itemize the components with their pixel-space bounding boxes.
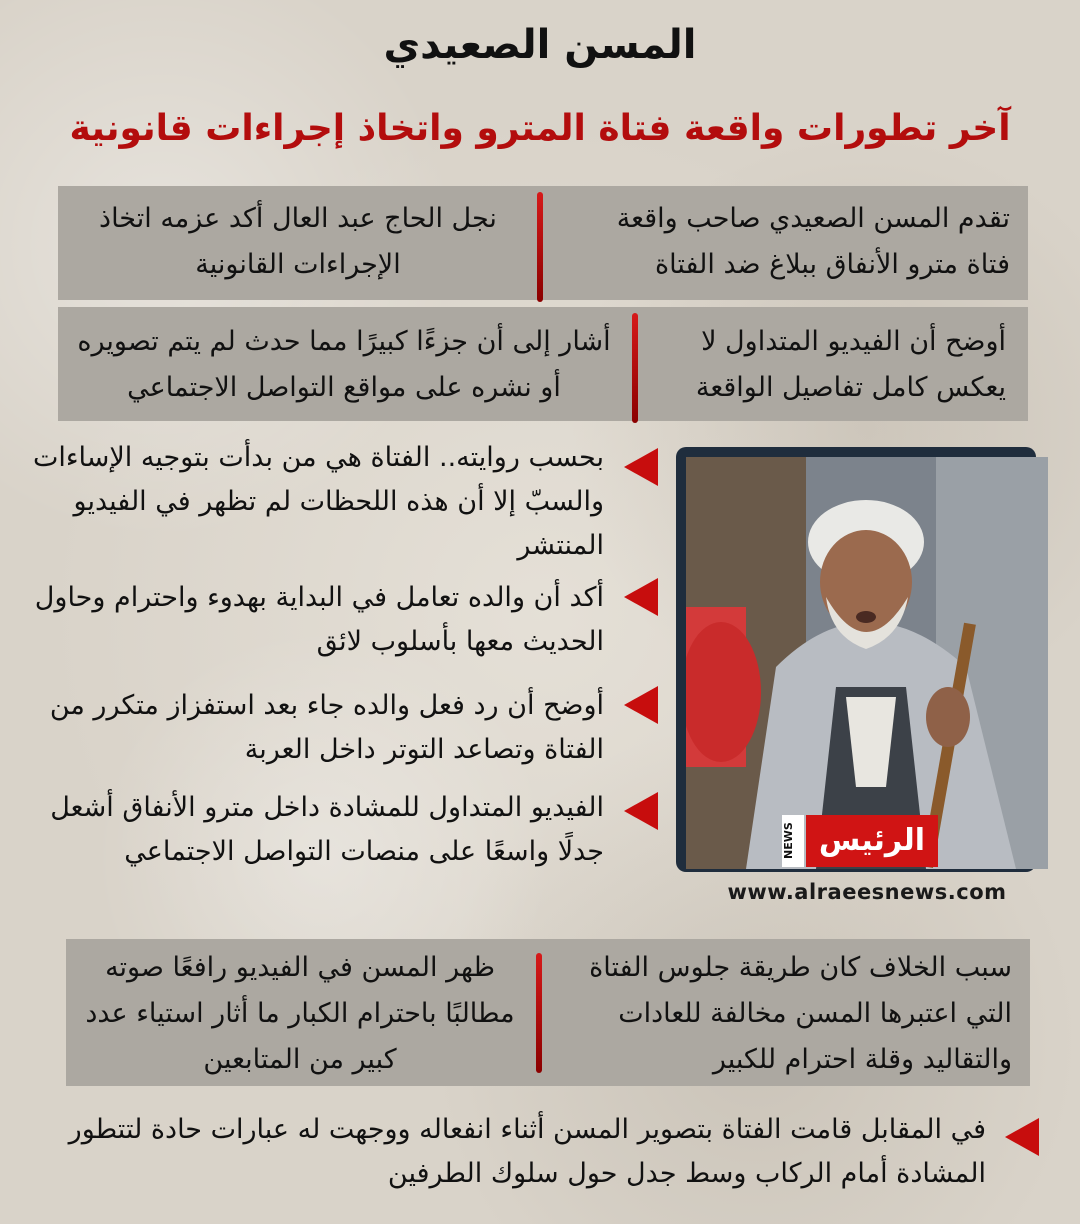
bullet-3-text: أوضح أن رد فعل والده جاء بعد استفزاز متكرر من الفتاة وتصاعد التوتر داخل العربة — [49, 690, 604, 765]
news-logo-text: الرئيس — [806, 815, 938, 867]
bullet-4-text: الفيديو المتداول للمشادة داخل مترو الأنفاق أشعل جدلًا واسعًا على منصات التواصل الاجتماعي — [50, 792, 604, 867]
bullet-3-arrow-icon — [624, 686, 658, 724]
news-logo-side: NEWS — [782, 815, 804, 867]
bullet-1-arrow-icon — [624, 448, 658, 486]
elderly-man-illustration — [686, 457, 1048, 869]
bullet-5-text: في المقابل قامت الفتاة بتصوير المسن أثناء انفعاله ووجهت له عبارات حادة لتتطور المشادة أمام الركاب وسط جدل حول سلوك الطرفين — [68, 1114, 986, 1189]
panel-3-left-text: ظهر المسن في الفيديو رافعًا صوته مطالبًا باحترام الكبار ما أثار استياء عدد كبير من المتابعين — [85, 952, 515, 1075]
panel-1-left-text: نجل الحاج عبد العال أكد عزمه اتخاذ الإجراءات القانونية — [99, 203, 497, 280]
panel-1-right-text: تقدم المسن الصعيدي صاحب واقعة فتاة مترو الأنفاق ببلاغ ضد الفتاة — [616, 203, 1010, 280]
panel-1-divider — [537, 192, 543, 302]
panel-2-left-text: أشار إلى أن جزءًا كبيرًا مما حدث لم يتم تصويره أو نشره على مواقع التواصل الاجتماعي — [77, 326, 611, 403]
elderly-man-photo — [686, 457, 1048, 869]
panel-2-divider — [632, 313, 638, 423]
bullet-1-text: بحسب روايته.. الفتاة هي من بدأت بتوجيه الإساءات والسبّ إلا أن هذه اللحظات لم تظهر في الفيديو المنتشر — [32, 442, 604, 561]
bullet-4-arrow-icon — [624, 792, 658, 830]
info-panel-3 — [66, 939, 1030, 1086]
page-subtitle: آخر تطورات واقعة فتاة المترو واتخاذ إجراءات قانونية — [69, 108, 1011, 149]
bullet-2-arrow-icon — [624, 578, 658, 616]
panel-2-right-text: أوضح أن الفيديو المتداول لا يعكس كامل تفاصيل الواقعة — [695, 326, 1006, 403]
news-logo — [782, 815, 938, 867]
bullet-5-arrow-icon — [1005, 1118, 1039, 1156]
page-title: المسن الصعيدي — [383, 22, 697, 68]
bullet-2-text: أكد أن والده تعامل في البداية بهدوء واحترام وحاول الحديث معها بأسلوب لائق — [34, 582, 604, 657]
info-panel-1 — [58, 186, 1028, 300]
panel-3-divider — [536, 953, 542, 1073]
website-url: www.alraeesnews.com — [727, 880, 1007, 904]
info-panel-2 — [58, 307, 1028, 421]
panel-3-right-text: سبب الخلاف كان طريقة جلوس الفتاة التي اعتبرها المسن مخالفة للعادات والتقاليد وقلة احترام للكبير — [589, 952, 1012, 1075]
